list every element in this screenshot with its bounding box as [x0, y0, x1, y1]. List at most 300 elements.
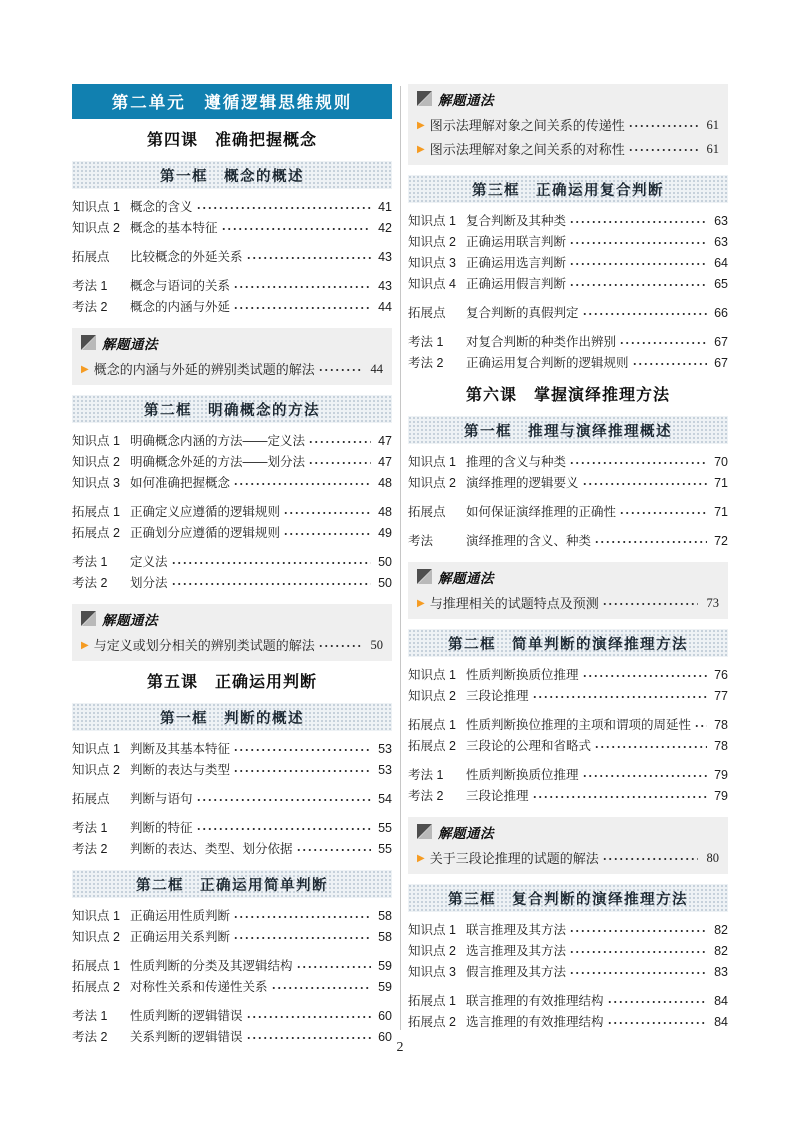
toc-group: [72, 247, 392, 268]
toc-entry-title: 明确概念内涵的方法——定义法: [130, 434, 306, 448]
toc-entry-title: 如何准确把握概念: [130, 476, 231, 490]
toc-group: [408, 452, 728, 494]
toc-entry-page: 55: [378, 842, 392, 856]
toc-entry-page: 59: [378, 959, 392, 973]
tips-entry-title: 关于三段论推理的试题的解法: [429, 851, 599, 866]
toc-entry-label: 知识点 1: [72, 200, 120, 214]
toc-entry-page: 65: [714, 277, 728, 291]
toc-entry-label: 考法 2: [72, 576, 108, 590]
toc-entry: [72, 452, 392, 473]
toc-group: [72, 197, 392, 239]
toc-entry-title: 性质判断换质位推理: [466, 668, 579, 682]
toc-entry-label: 拓展点 1: [72, 959, 120, 973]
dot-leader-icon: [233, 302, 371, 314]
toc-group: [72, 739, 392, 781]
dot-leader-icon: [233, 478, 371, 490]
toc-group: [72, 818, 392, 860]
toc-entry-label: 拓展点 1: [408, 718, 456, 732]
toc-entry: [72, 431, 392, 452]
toc-entry: [408, 353, 728, 374]
toc-group: [72, 431, 392, 494]
toc-entry-title: 推理的含义与种类: [466, 455, 567, 469]
toc-entry: [408, 452, 728, 473]
toc-entry-page: 55: [378, 821, 392, 835]
toc-entry-label: 拓展点 1: [408, 994, 456, 1008]
dot-leader-icon: [233, 765, 371, 777]
tips-entry-page: 44: [370, 362, 383, 376]
dot-leader-icon: [594, 741, 707, 753]
tips-entry: [417, 595, 719, 612]
toc-entry-label: 知识点 2: [72, 930, 120, 944]
toc-entry-label: 拓展点: [408, 505, 446, 519]
toc-entry-label: 拓展点 2: [72, 980, 120, 994]
dot-leader-icon: [318, 364, 362, 376]
lesson-title: 第四课 准确把握概念: [146, 132, 317, 149]
toc-entry: [72, 297, 392, 318]
toc-entry-label: 知识点 1: [72, 434, 120, 448]
toc-entry: [408, 686, 728, 707]
arrow-bullet-icon: ▶: [417, 597, 425, 609]
toc-entry-page: 47: [378, 434, 392, 448]
toc-entry-title: 判断与语句: [130, 792, 193, 806]
dot-leader-icon: [221, 223, 371, 235]
toc-entry: [72, 473, 392, 494]
dot-leader-icon: [569, 457, 707, 469]
arrow-bullet-icon: ▶: [81, 639, 89, 651]
dot-leader-icon: [569, 237, 707, 249]
dot-leader-icon: [308, 436, 371, 448]
toc-entry-page: 43: [378, 250, 392, 264]
dot-leader-icon: [607, 996, 707, 1008]
toc-entry-title: 正确运用关系判断: [130, 930, 231, 944]
toc-entry-label: 考法 1: [72, 555, 108, 569]
tips-header: [81, 611, 383, 630]
toc-entry-label: 考法: [408, 534, 434, 548]
dot-leader-icon: [196, 202, 371, 214]
toc-entry-title: 性质判断换位推理的主项和谓项的周延性: [466, 718, 692, 732]
toc-entry: [408, 786, 728, 807]
toc-entry-title: 关系判断的逻辑错误: [130, 1030, 243, 1044]
tips-header-label: 解题通法: [438, 825, 494, 841]
toc-entry-label: 知识点 1: [408, 923, 456, 937]
dot-leader-icon: [296, 844, 371, 856]
toc-entry: [408, 941, 728, 962]
toc-group: [408, 715, 728, 757]
toc-entry-title: 对复合判断的种类作出辨别: [466, 335, 617, 349]
toc-entry-label: 知识点 2: [408, 235, 456, 249]
tips-entry: [417, 141, 719, 158]
toc-entry-label: 考法 1: [72, 1009, 108, 1023]
dot-leader-icon: [233, 911, 371, 923]
toc-entry-label: 拓展点: [408, 306, 446, 320]
toc-entry-label: 考法 1: [408, 768, 444, 782]
toc-entry-title: 正确运用假言判断: [466, 277, 567, 291]
toc-entry: [408, 715, 728, 736]
dot-leader-icon: [569, 946, 707, 958]
tips-box: [408, 562, 728, 619]
toc-entry-title: 判断的特征: [130, 821, 193, 835]
toc-entry-title: 概念的内涵与外延: [130, 300, 231, 314]
toc-entry: [408, 232, 728, 253]
toc-entry-title: 正确运用选言判断: [466, 256, 567, 270]
toc-entry-title: 选言推理的有效推理结构: [466, 1015, 604, 1029]
toc-entry: [72, 218, 392, 239]
toc-entry-label: 拓展点 1: [72, 505, 120, 519]
toc-entry: [408, 665, 728, 686]
tips-entry-title: 与定义或划分相关的辨别类试题的解法: [93, 638, 315, 653]
toc-group: [408, 332, 728, 374]
toc-entry-label: 拓展点 2: [72, 526, 120, 540]
toc-entry-page: 84: [714, 1015, 728, 1029]
tips-box: [408, 817, 728, 874]
toc-entry-title: 定义法: [130, 555, 168, 569]
tips-header: [417, 824, 719, 843]
toc-entry-page: 41: [378, 200, 392, 214]
toc-entry-title: 正确定义应遵循的逻辑规则: [130, 505, 281, 519]
arrow-bullet-icon: ▶: [417, 143, 425, 155]
toc-entry-title: 比较概念的外延关系: [130, 250, 243, 264]
frame-header: 第一框 概念的概述: [72, 161, 392, 189]
toc-entry-label: 知识点 2: [72, 763, 120, 777]
toc-entry-title: 判断的表达、类型、划分依据: [130, 842, 293, 856]
toc-entry: [72, 760, 392, 781]
toc-entry-title: 演绎推理的含义、种类: [466, 534, 592, 548]
dot-leader-icon: [582, 770, 707, 782]
toc-entry: [72, 276, 392, 297]
toc-entry-page: 71: [714, 476, 728, 490]
toc-group: [72, 552, 392, 594]
toc-entry-label: 考法 1: [72, 821, 108, 835]
toc-entry-page: 43: [378, 279, 392, 293]
tips-header-label: 解题通法: [438, 570, 494, 586]
toc-entry-title: 复合判断及其种类: [466, 214, 567, 228]
dot-leader-icon: [196, 823, 371, 835]
toc-entry-label: 拓展点: [72, 792, 110, 806]
toc-entry-label: 考法 2: [72, 1030, 108, 1044]
tips-header-label: 解题通法: [102, 612, 158, 628]
toc-entry-page: 77: [714, 689, 728, 703]
toc-entry-label: 知识点 3: [408, 256, 456, 270]
toc-entry-label: 知识点 2: [408, 476, 456, 490]
toc-group: [408, 920, 728, 983]
dot-leader-icon: [582, 308, 707, 320]
toc-entry: [408, 736, 728, 757]
toc-entry-title: 选言推理及其方法: [466, 944, 567, 958]
toc-entry-title: 概念的含义: [130, 200, 193, 214]
toc-entry: [72, 573, 392, 594]
tips-entry: [81, 637, 383, 654]
dot-leader-icon: [569, 925, 707, 937]
dot-leader-icon: [632, 358, 707, 370]
toc-entry: [72, 956, 392, 977]
dot-leader-icon: [296, 961, 371, 973]
toc-entry-title: 判断及其基本特征: [130, 742, 231, 756]
tips-box: [408, 84, 728, 165]
toc-entry-title: 演绎推理的逻辑要义: [466, 476, 579, 490]
toc-entry: [72, 502, 392, 523]
toc-entry-page: 79: [714, 768, 728, 782]
tips-entry-title: 与推理相关的试题特点及预测: [429, 596, 599, 611]
toc-entry-title: 对称性关系和传递性关系: [130, 980, 268, 994]
toc-entry-page: 48: [378, 505, 392, 519]
dot-leader-icon: [532, 791, 707, 803]
dot-leader-icon: [233, 281, 371, 293]
toc-group: [408, 502, 728, 523]
toc-entry: [72, 523, 392, 544]
toc-entry: [408, 1012, 728, 1033]
toc-entry: [408, 332, 728, 353]
toc-entry: [72, 818, 392, 839]
toc-entry-page: 58: [378, 930, 392, 944]
toc-entry-page: 67: [714, 356, 728, 370]
toc-entry-label: 考法 2: [72, 842, 108, 856]
toc-entry-title: 正确运用性质判断: [130, 909, 231, 923]
toc-entry-page: 79: [714, 789, 728, 803]
frame-header: 第一框 推理与演绎推理概述: [408, 416, 728, 444]
tips-flag-icon: [417, 569, 432, 588]
toc-entry-page: 48: [378, 476, 392, 490]
toc-entry-title: 假言推理及其方法: [466, 965, 567, 979]
toc-group: [72, 502, 392, 544]
toc-entry-page: 42: [378, 221, 392, 235]
toc-entry-title: 联言推理的有效推理结构: [466, 994, 604, 1008]
tips-entry-page: 80: [706, 851, 719, 865]
tips-entry: [417, 850, 719, 867]
toc-entry-label: 知识点 1: [72, 909, 120, 923]
toc-entry-page: 78: [714, 739, 728, 753]
toc-entry: [72, 906, 392, 927]
toc-entry: [408, 211, 728, 232]
toc-group: [72, 276, 392, 318]
frame-header: 第三框 复合判断的演绎推理方法: [408, 884, 728, 912]
toc-entry-page: 63: [714, 214, 728, 228]
toc-entry: [408, 502, 728, 523]
tips-entry-page: 73: [706, 596, 719, 610]
toc-entry: [408, 274, 728, 295]
tips-header-label: 解题通法: [438, 92, 494, 108]
tips-flag-icon: [417, 91, 432, 110]
toc-entry-label: 考法 2: [408, 789, 444, 803]
toc-entry: [72, 1006, 392, 1027]
toc-entry-label: 拓展点 2: [408, 1015, 456, 1029]
dot-leader-icon: [532, 691, 707, 703]
toc-entry-page: 44: [378, 300, 392, 314]
dot-leader-icon: [607, 1017, 707, 1029]
dot-leader-icon: [171, 557, 371, 569]
tips-entry-title: 图示法理解对象之间关系的传递性: [429, 118, 625, 133]
toc-entry-label: 知识点 1: [408, 455, 456, 469]
toc-entry-page: 60: [378, 1009, 392, 1023]
frame-header: 第一框 判断的概述: [72, 703, 392, 731]
toc-entry: [72, 977, 392, 998]
toc-group: [408, 211, 728, 295]
toc-group: [408, 765, 728, 807]
toc-entry-title: 判断的表达与类型: [130, 763, 231, 777]
unit-banner: 第二单元 遵循逻辑思维规则: [72, 84, 392, 119]
toc-group: [72, 956, 392, 998]
dot-leader-icon: [602, 598, 698, 610]
toc-entry-title: 概念的基本特征: [130, 221, 218, 235]
toc-group: [408, 531, 728, 552]
toc-entry: [408, 765, 728, 786]
toc-entry-title: 三段论推理: [466, 689, 529, 703]
toc-entry-title: 正确运用联言判断: [466, 235, 567, 249]
tips-entry-title: 图示法理解对象之间关系的对称性: [429, 142, 625, 157]
toc-entry-label: 知识点 2: [72, 221, 120, 235]
toc-entry-page: 49: [378, 526, 392, 540]
dot-leader-icon: [233, 744, 371, 756]
toc-entry-page: 67: [714, 335, 728, 349]
toc-entry-label: 拓展点: [72, 250, 110, 264]
toc-entry: [408, 473, 728, 494]
toc-entry-page: 70: [714, 455, 728, 469]
toc-entry-page: 71: [714, 505, 728, 519]
arrow-bullet-icon: ▶: [417, 852, 425, 864]
tips-entry-page: 50: [370, 638, 383, 652]
right-column: [408, 84, 728, 1056]
toc-entry-title: 性质判断的逻辑错误: [130, 1009, 243, 1023]
left-column: [72, 84, 392, 1056]
toc-entry-page: 50: [378, 555, 392, 569]
tips-header: [417, 569, 719, 588]
toc-entry-page: 82: [714, 944, 728, 958]
tips-header-label: 解题通法: [102, 336, 158, 352]
toc-entry-title: 正确运用复合判断的逻辑规则: [466, 356, 629, 370]
tips-flag-icon: [81, 611, 96, 630]
toc-entry-label: 知识点 2: [72, 455, 120, 469]
dot-leader-icon: [569, 216, 707, 228]
toc-entry-label: 拓展点 2: [408, 739, 456, 753]
toc-entry: [408, 920, 728, 941]
toc-entry: [72, 927, 392, 948]
toc-entry-title: 性质判断换质位推理: [466, 768, 579, 782]
toc-entry-label: 考法 2: [408, 356, 444, 370]
toc-entry-page: 66: [714, 306, 728, 320]
lesson-title: 第六课 掌握演绎推理方法: [465, 387, 670, 404]
toc-entry-page: 84: [714, 994, 728, 1008]
dot-leader-icon: [569, 279, 707, 291]
toc-entry-label: 考法 1: [72, 279, 108, 293]
dot-leader-icon: [271, 982, 371, 994]
dot-leader-icon: [196, 794, 371, 806]
dot-leader-icon: [569, 258, 707, 270]
toc-entry-page: 76: [714, 668, 728, 682]
tips-entry-page: 61: [706, 118, 719, 132]
dot-leader-icon: [602, 853, 698, 865]
tips-entry: [417, 117, 719, 134]
toc-entry: [72, 197, 392, 218]
toc-entry-label: 知识点 1: [408, 214, 456, 228]
toc-entry: [72, 789, 392, 810]
dot-leader-icon: [628, 144, 698, 156]
frame-header: 第二框 简单判断的演绎推理方法: [408, 629, 728, 657]
dot-leader-icon: [283, 528, 371, 540]
tips-entry: [81, 361, 383, 378]
toc-entry-label: 考法 1: [408, 335, 444, 349]
toc-entry: [408, 531, 728, 552]
tips-entry-title: 概念的内涵与外延的辨别类试题的解法: [93, 362, 315, 377]
toc-entry-label: 知识点 1: [72, 742, 120, 756]
toc-entry-page: 50: [378, 576, 392, 590]
dot-leader-icon: [171, 578, 371, 590]
toc-entry-label: 知识点 3: [408, 965, 456, 979]
frame-header: 第二框 明确概念的方法: [72, 395, 392, 423]
toc-entry-title: 三段论推理: [466, 789, 529, 803]
dot-leader-icon: [246, 1011, 371, 1023]
toc-entry-page: 60: [378, 1030, 392, 1044]
toc-entry-page: 53: [378, 742, 392, 756]
toc-entry-title: 正确划分应遵循的逻辑规则: [130, 526, 281, 540]
toc-entry-title: 概念与语词的关系: [130, 279, 231, 293]
toc-entry-title: 联言推理及其方法: [466, 923, 567, 937]
toc-entry: [72, 552, 392, 573]
tips-header: [417, 91, 719, 110]
tips-box: [72, 604, 392, 661]
toc-entry-page: 83: [714, 965, 728, 979]
page-number: 2: [396, 1040, 404, 1055]
tips-flag-icon: [417, 824, 432, 843]
toc-entry-title: 划分法: [130, 576, 168, 590]
toc-entry-page: 54: [378, 792, 392, 806]
toc-group: [408, 303, 728, 324]
column-divider: [400, 86, 401, 1030]
toc-entry-label: 知识点 3: [72, 476, 120, 490]
dot-leader-icon: [308, 457, 371, 469]
arrow-bullet-icon: ▶: [81, 363, 89, 375]
dot-leader-icon: [594, 536, 707, 548]
toc-entry-label: 知识点 1: [408, 668, 456, 682]
toc-entry-title: 性质判断的分类及其逻辑结构: [130, 959, 293, 973]
frame-header: 第三框 正确运用复合判断: [408, 175, 728, 203]
dot-leader-icon: [569, 967, 707, 979]
toc-entry: [72, 839, 392, 860]
toc-entry: [408, 962, 728, 983]
toc-entry-title: 如何保证演绎推理的正确性: [466, 505, 617, 519]
toc-entry: [408, 303, 728, 324]
dot-leader-icon: [619, 507, 707, 519]
toc-group: [408, 665, 728, 707]
toc-entry-title: 明确概念外延的方法——划分法: [130, 455, 306, 469]
toc-group: [408, 991, 728, 1033]
toc-entry: [408, 991, 728, 1012]
tips-entry-page: 61: [706, 142, 719, 156]
toc-group: [72, 789, 392, 810]
frame-header: 第二框 正确运用简单判断: [72, 870, 392, 898]
toc-entry-label: 知识点 2: [408, 944, 456, 958]
toc-entry-page: 58: [378, 909, 392, 923]
toc-entry-page: 64: [714, 256, 728, 270]
toc-entry-page: 82: [714, 923, 728, 937]
toc-entry-label: 考法 2: [72, 300, 108, 314]
toc-entry: [72, 739, 392, 760]
toc-entry-title: 复合判断的真假判定: [466, 306, 579, 320]
toc-entry-page: 63: [714, 235, 728, 249]
toc-entry-title: 三段论的公理和省略式: [466, 739, 592, 753]
toc-group: [72, 906, 392, 948]
toc-entry-page: 72: [714, 534, 728, 548]
dot-leader-icon: [318, 640, 362, 652]
dot-leader-icon: [233, 932, 371, 944]
dot-leader-icon: [582, 670, 707, 682]
dot-leader-icon: [619, 337, 707, 349]
dot-leader-icon: [694, 720, 707, 732]
toc-entry-label: 知识点 4: [408, 277, 456, 291]
toc-entry-page: 53: [378, 763, 392, 777]
tips-header: [81, 335, 383, 354]
toc-entry-page: 59: [378, 980, 392, 994]
toc-entry: [72, 247, 392, 268]
dot-leader-icon: [628, 120, 698, 132]
